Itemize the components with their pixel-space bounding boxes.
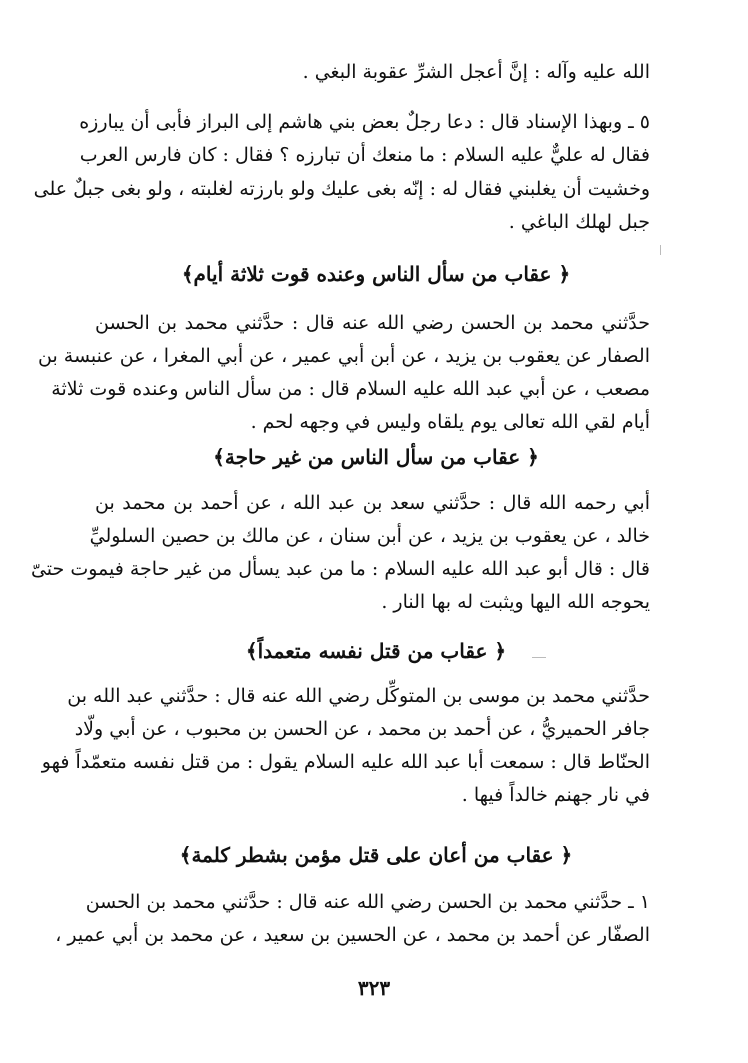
text-line: جافر الحميريُّ ، عن أحمد بن محمد ، عن الحسن بن محبوب ، عن أبي ولّاد <box>74 718 650 740</box>
text-line: الصفار عن يعقوب بن يزيد ، عن أبن أبي عمير ، عن أبي المغرا ، عن عنبسة بن <box>38 345 650 367</box>
section-heading: ﴿ عقاب من سأل الناس وعنده قوت ثلاثة أيام﴾ <box>181 262 571 286</box>
text-line: الله عليه وآله : إنَّ أعجل الشرِّ عقوبة البغي . <box>302 61 650 83</box>
text-line: أيام لقي الله تعالى يوم يلقاه وليس في وجهه لحم . <box>250 411 650 433</box>
page-number: ٣٢٣ <box>357 976 391 1000</box>
text-line: ١ ـ حدَّثني محمد بن الحسن رضي الله عنه قال : حدَّثني محمد بن الحسن <box>85 891 650 913</box>
text-line: حدَّثني محمد بن الحسن رضي الله عنه قال : حدَّثني محمد بن الحسن <box>95 312 650 334</box>
scan-mark <box>660 245 661 255</box>
text-line: مصعب ، عن أبي عبد الله عليه السلام قال : من سأل الناس وعنده قوت ثلاثة <box>51 378 650 400</box>
section-heading: ﴿ عقاب من سأل الناس من غير حاجة﴾ <box>213 445 539 469</box>
text-line: وخشيت أن يغلبني فقال له : إنّه بغى عليك ولو بارزته لغلبته ، ولو بغى جبلٌ على <box>33 178 650 200</box>
text-line: الحنّاط قال : سمعت أبا عبد الله عليه السلام يقول : من قتل نفسه متعمّداً فهو <box>41 751 650 773</box>
text-line: في نار جهنم خالداً فيها . <box>461 784 650 806</box>
text-line: حدَّثني محمد بن موسى بن المتوكِّل رضي الله عنه قال : حدَّثني عبد الله بن <box>67 685 650 707</box>
scan-mark <box>532 657 546 658</box>
text-line: جبل لهلك الباغي . <box>508 211 650 233</box>
section-heading: ﴿ عقاب من قتل نفسه متعمداً﴾ <box>245 639 507 663</box>
text-line: خالد ، عن يعقوب بن يزيد ، عن أبن سنان ، عن مالك بن حصين السلوليِّ <box>89 525 650 547</box>
section-heading: ﴿ عقاب من أعان على قتل مؤمن بشطر كلمة﴾ <box>179 843 573 867</box>
text-line: يحوجه الله اليها ويثبت له بها النار . <box>381 591 650 613</box>
text-line: ٥ ـ وبهذا الإسناد قال : دعا رجلٌ بعض بني هاشم إلى البراز فأبى أن يبارزه <box>79 111 650 133</box>
text-line: قال : قال أبو عبد الله عليه السلام : ما من عبد يسأل من غير حاجة فيموت حتىّ <box>30 558 650 580</box>
text-line: فقال له عليٌّ عليه السلام : ما منعك أن تبارزه ؟ فقال : كان فارس العرب <box>79 144 650 166</box>
text-line: الصفّار عن أحمد بن محمد ، عن الحسين بن سعيد ، عن محمد بن أبي عمير ، <box>55 924 650 946</box>
text-line: أبي رحمه الله قال : حدَّثني سعد بن عبد الله ، عن أحمد بن محمد بن <box>95 492 650 514</box>
